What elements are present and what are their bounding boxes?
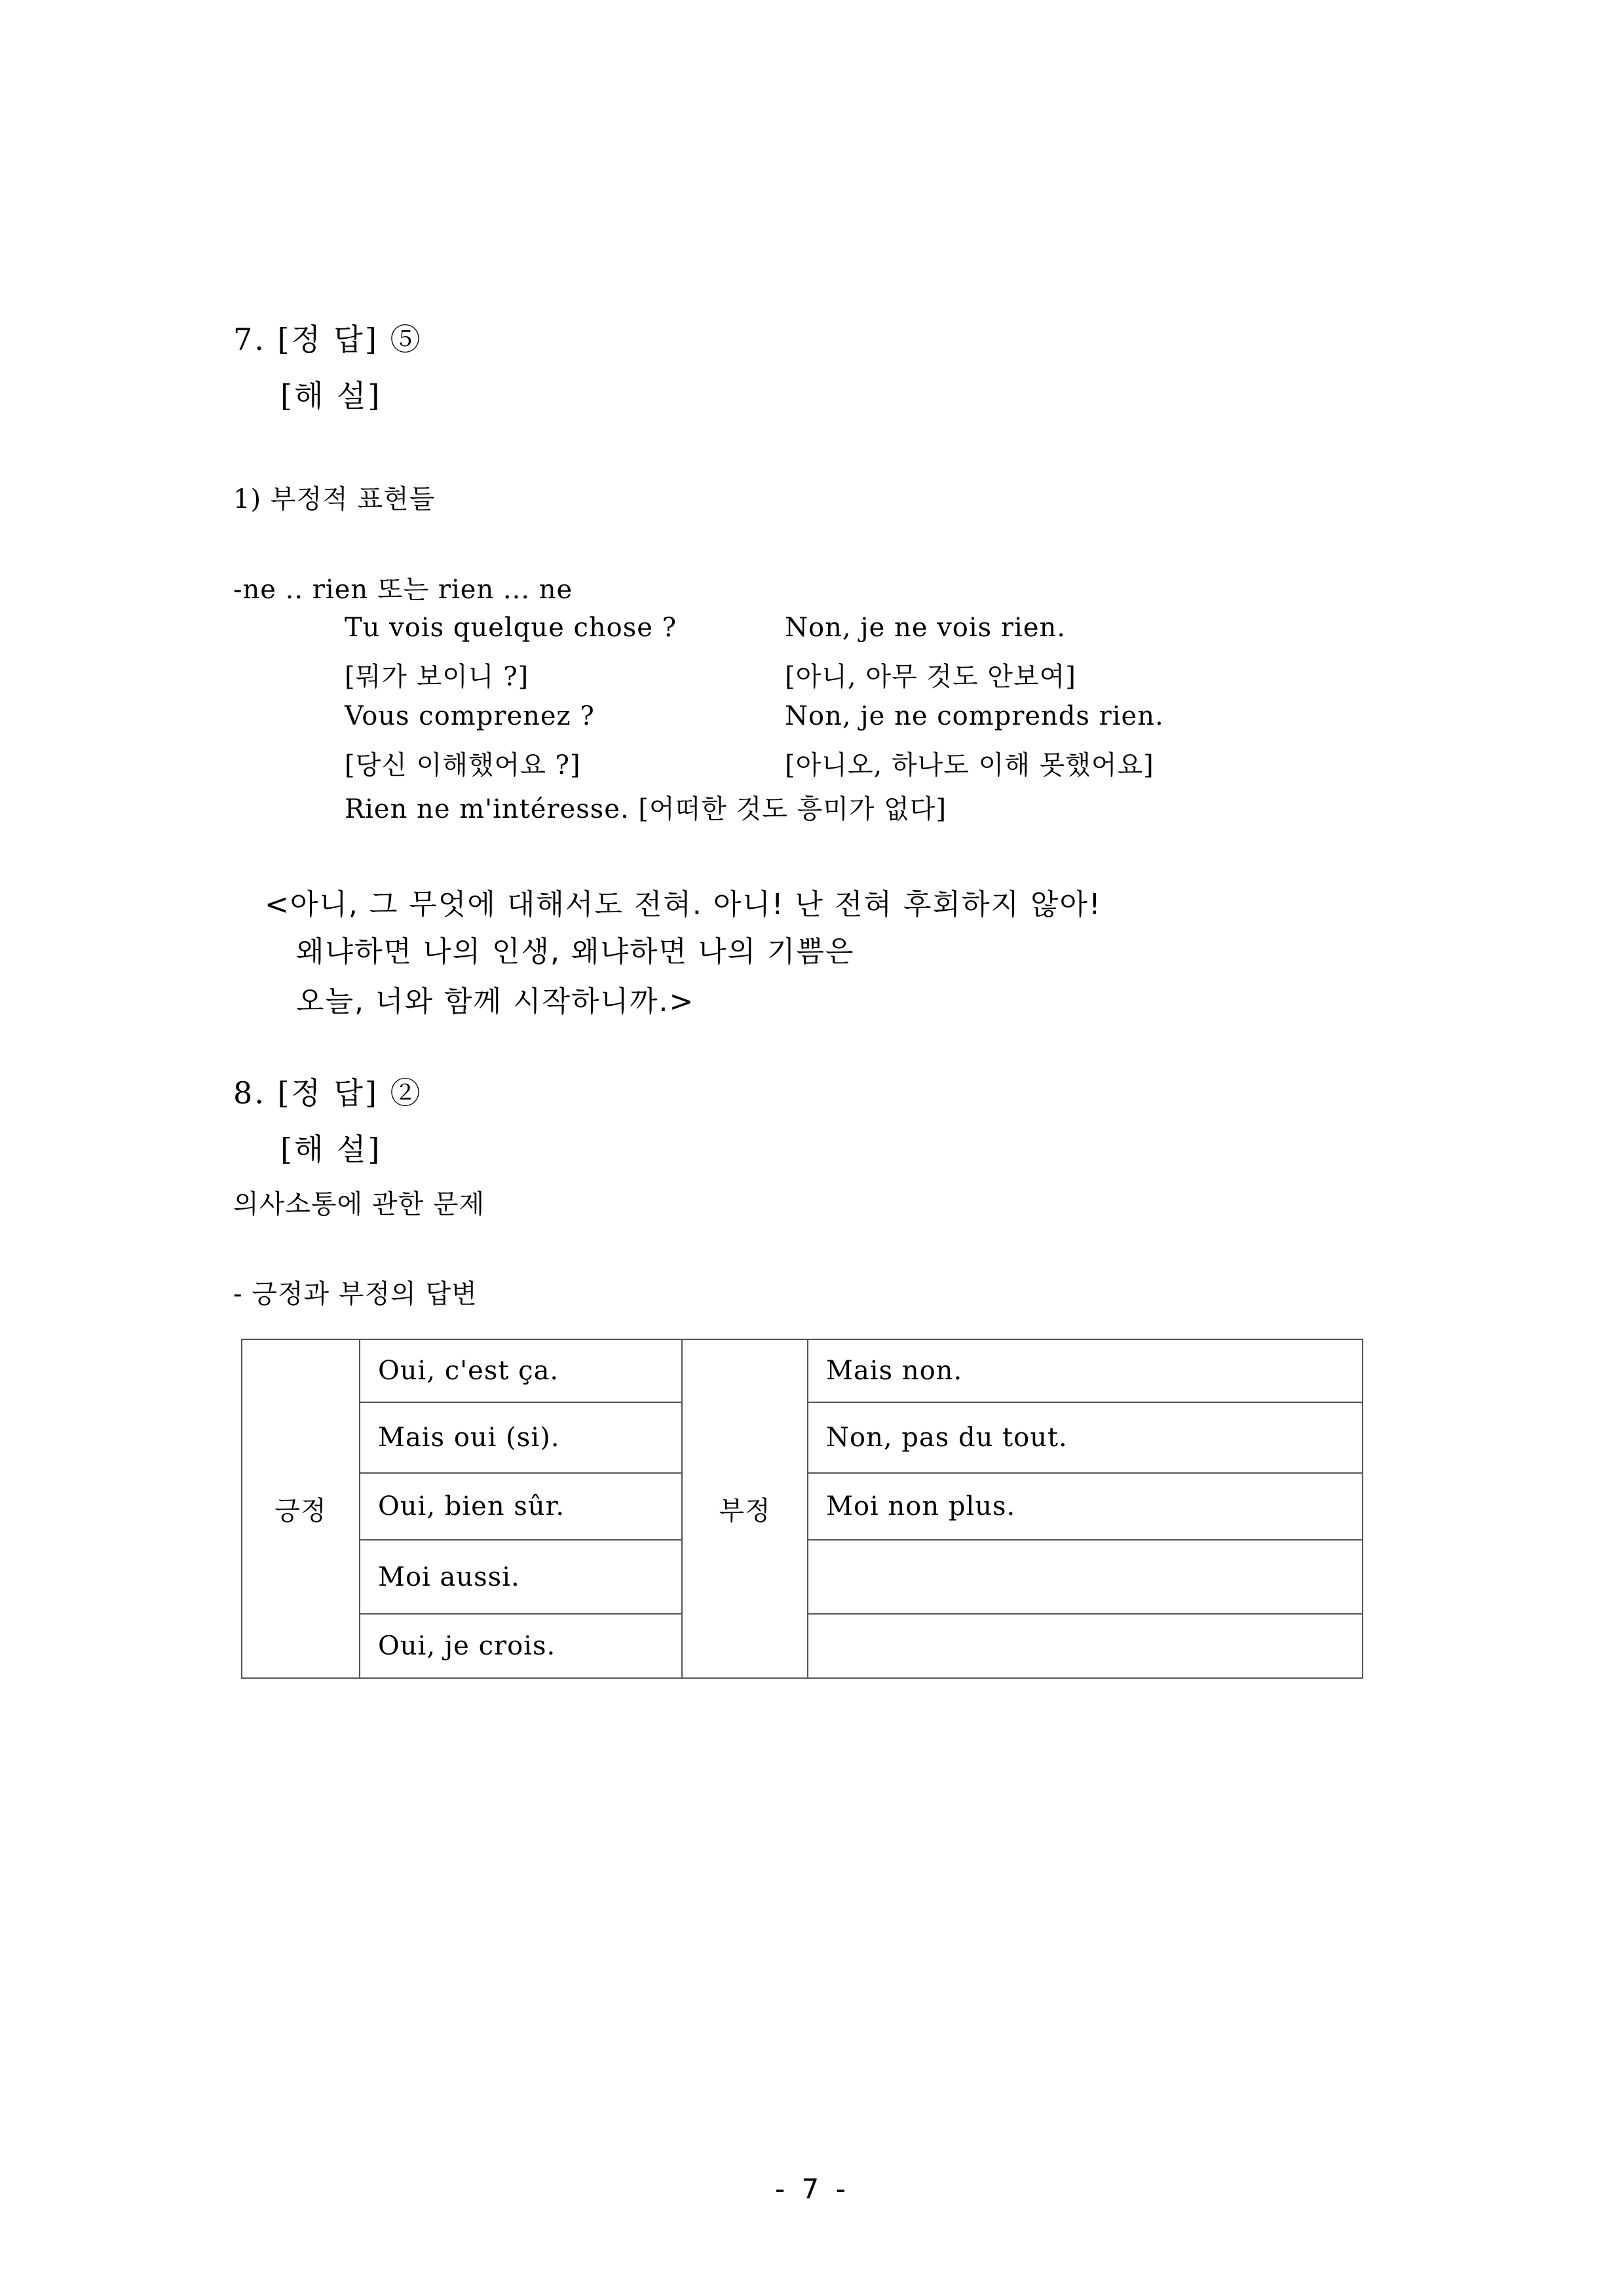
q7-heading: 7. [정 답] ⑤: [233, 322, 423, 357]
q8-topic: 의사소통에 관한 문제: [233, 1189, 485, 1219]
positive-cell: Oui, je crois.: [360, 1614, 682, 1678]
example-question: Vous comprenez ?: [345, 701, 595, 731]
example-reply: Non, je ne vois rien.: [785, 613, 1066, 643]
positive-cell: Moi aussi.: [360, 1540, 682, 1614]
positive-cell: Oui, c'est ça.: [360, 1339, 682, 1402]
example-last: Rien ne m'intéresse. [어떠한 것도 흥미가 없다]: [345, 794, 947, 824]
table-row: [242, 1339, 1363, 1402]
example-question: [당신 이해했어요 ?]: [345, 750, 581, 780]
negative-label: 부정: [682, 1339, 808, 1678]
answer-table: [241, 1339, 1363, 1679]
negative-cell: [808, 1614, 1363, 1678]
quote-line: <아니, 그 무엇에 대해서도 전혀. 아니! 난 전혀 후회하지 않아!: [265, 888, 1102, 921]
positive-cell: Mais oui (si).: [360, 1402, 682, 1473]
q7-rule: -ne .. rien 또는 rien ... ne: [233, 575, 573, 605]
page-number: - 7 -: [775, 2173, 850, 2205]
negative-cell: [808, 1540, 1363, 1614]
q8-subtopic: - 긍정과 부정의 답변: [233, 1279, 478, 1309]
example-question: [뭐가 보이니 ?]: [345, 662, 529, 692]
quote-line: 오늘, 너와 함께 시작하니까.>: [296, 985, 695, 1018]
example-reply: Non, je ne comprends rien.: [785, 701, 1164, 731]
negative-cell: Moi non plus.: [808, 1473, 1363, 1540]
q8-commentary-label: [해 설]: [280, 1132, 382, 1167]
positive-label: 긍정: [242, 1339, 360, 1678]
negative-cell: Mais non.: [808, 1339, 1363, 1402]
positive-cell: Oui, bien sûr.: [360, 1473, 682, 1540]
example-reply: [아니오, 하나도 이해 못했어요]: [785, 750, 1154, 780]
example-question: Tu vois quelque chose ?: [345, 613, 677, 643]
quote-line: 왜냐하면 나의 인생, 왜냐하면 나의 기쁨은: [296, 935, 855, 968]
example-reply: [아니, 아무 것도 안보여]: [785, 662, 1076, 692]
q7-section-title: 1) 부정적 표현들: [233, 484, 436, 514]
negative-cell: Non, pas du tout.: [808, 1402, 1363, 1473]
q8-heading: 8. [정 답] ②: [233, 1075, 423, 1111]
q7-commentary-label: [해 설]: [280, 378, 382, 413]
